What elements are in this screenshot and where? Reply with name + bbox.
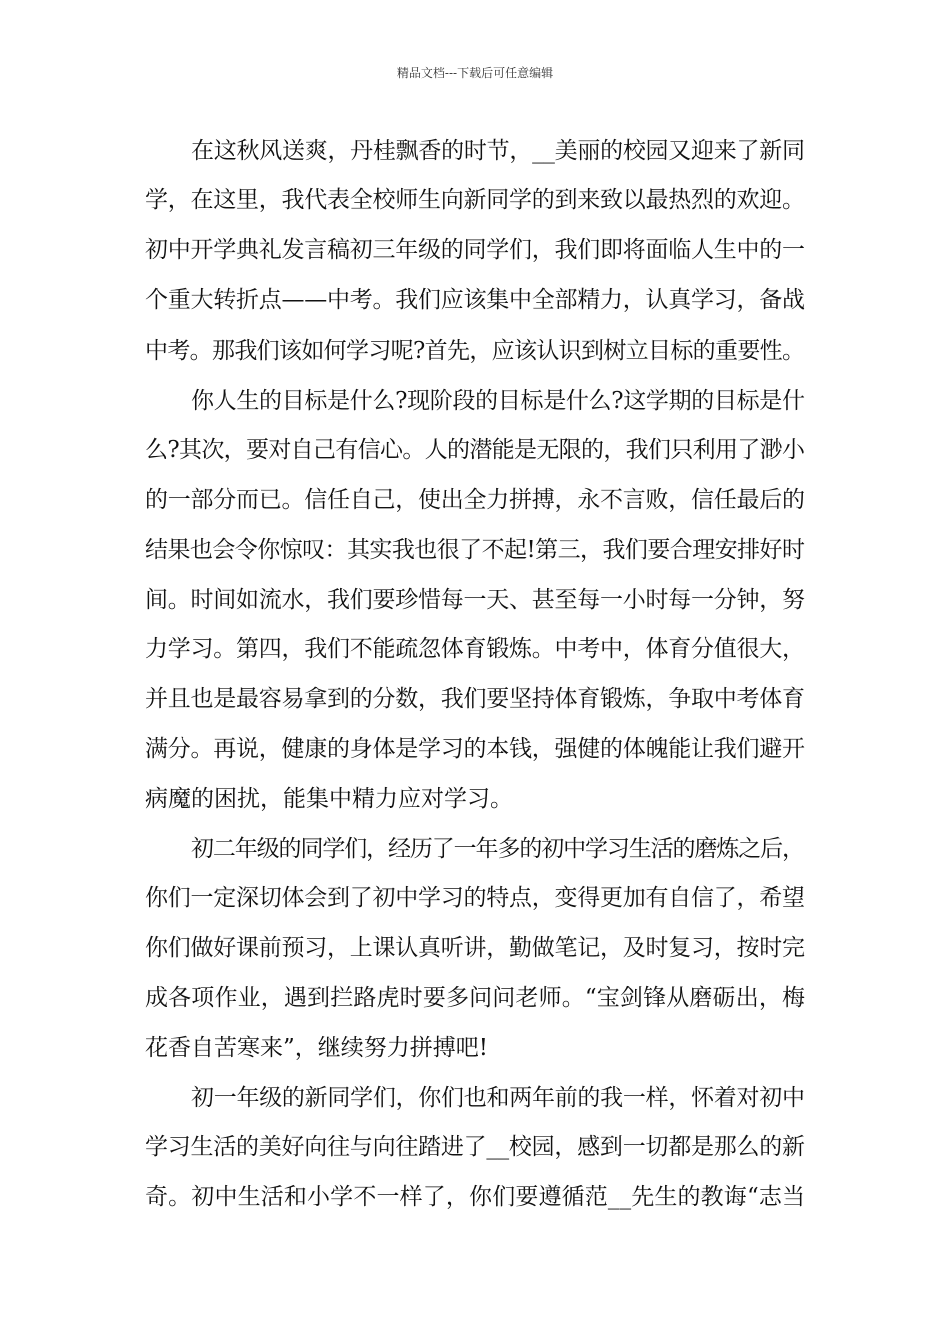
text-line: 初一年级的新同学们，你们也和两年前的我一样，怀着对初中 bbox=[191, 1085, 805, 1111]
text-line: 初二年级的同学们，经历了一年多的初中学习生活的磨炼之后， bbox=[191, 836, 804, 862]
text-line: 初中开学典礼发言稿初三年级的同学们，我们即将面临人生中的一 bbox=[145, 237, 805, 263]
text-line: 你们做好课前预习，上课认真听讲，勤做笔记，及时复习，按时完 bbox=[145, 935, 805, 961]
text-line: 成各项作业，遇到拦路虎时要多问问老师。“宝剑锋从磨砺出，梅 bbox=[145, 985, 806, 1011]
text-line: 并且也是最容易拿到的分数，我们要坚持体育锻炼，争取中考体育 bbox=[145, 686, 805, 712]
text-line: 病魔的困扰，能集中精力应对学习。 bbox=[145, 786, 513, 812]
text-line: 么?其次，要对自己有信心。人的潜能是无限的，我们只利用了渺小 bbox=[145, 437, 805, 463]
text-line: 中考。那我们该如何学习呢?首先，应该认识到树立目标的重要性。 bbox=[145, 338, 805, 364]
text-line: 力学习。第四，我们不能疏忽体育锻炼。中考中，体育分值很大， bbox=[145, 636, 805, 662]
text-line: 结果也会令你惊叹：其实我也很了不起!第三，我们要合理安排好时 bbox=[145, 537, 805, 563]
text-line: 满分。再说，健康的身体是学习的本钱，强健的体魄能让我们避开 bbox=[145, 736, 805, 762]
text-line: 你们一定深切体会到了初中学习的特点，变得更加有自信了，希望 bbox=[145, 885, 805, 911]
page-header: 精品文档---下载后可任意编辑 bbox=[396, 66, 554, 80]
text-line: 在这秋风送爽，丹桂飘香的时节，__美丽的校园又迎来了新同 bbox=[191, 138, 805, 164]
text-line: 学习生活的美好向往与向往踏进了__校园，感到一切都是那么的新 bbox=[145, 1134, 805, 1160]
text-line: 间。时间如流水，我们要珍惜每一天、甚至每一小时每一分钟，努 bbox=[145, 587, 805, 613]
text-line: 奇。初中生活和小学不一样了，你们要遵循范__先生的教诲“志当 bbox=[145, 1184, 806, 1210]
text-line: 学，在这里，我代表全校师生向新同学的到来致以最热烈的欢迎。 bbox=[145, 187, 805, 213]
text-line: 你人生的目标是什么?现阶段的目标是什么?这学期的目标是什 bbox=[191, 388, 805, 414]
text-line: 的一部分而已。信任自己，使出全力拼搏，永不言败，信任最后的 bbox=[145, 487, 805, 513]
text-line: 花香自苦寒来”，继续努力拼搏吧! bbox=[145, 1035, 489, 1061]
text-line: 个重大转折点——中考。我们应该集中全部精力，认真学习，备战 bbox=[145, 287, 805, 313]
